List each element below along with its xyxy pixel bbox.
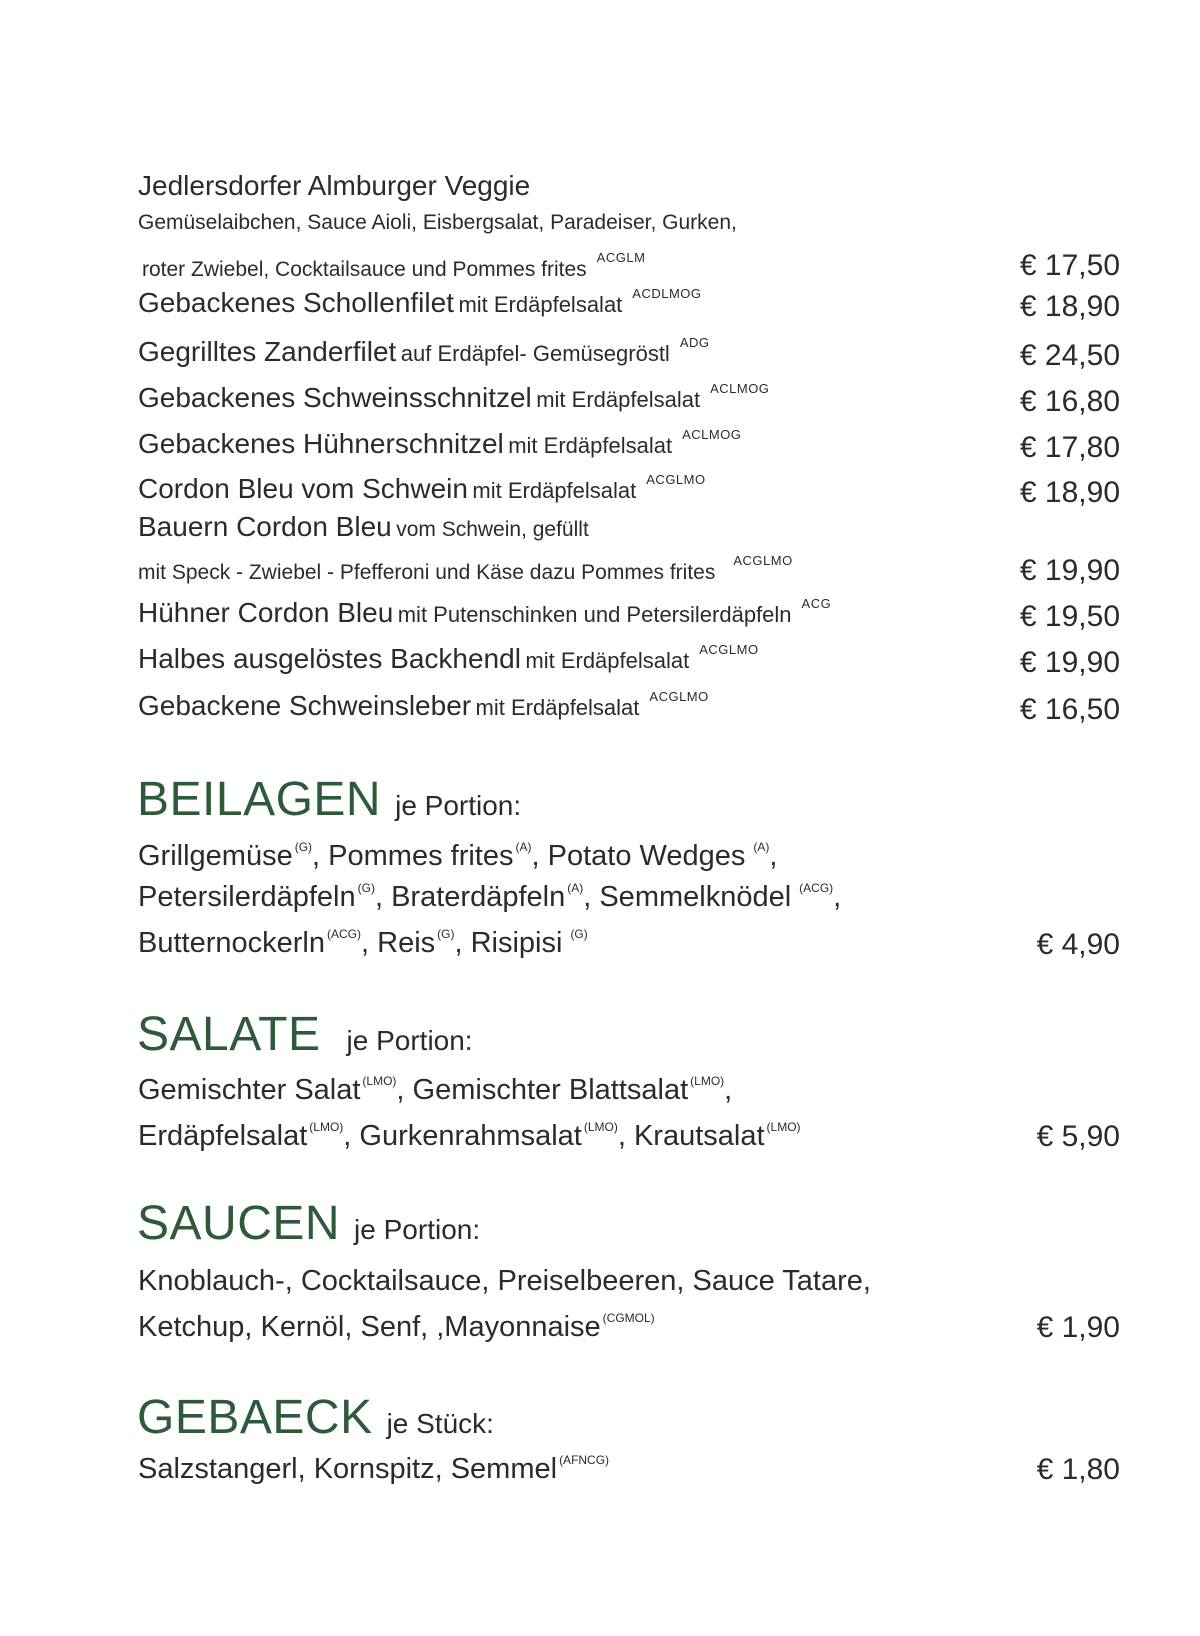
side-list-line [138,840,777,873]
allergen-codes: (AFNCG) [559,1453,610,1467]
section-title: SAUCEN [137,1197,341,1250]
dish-description: mit Erdäpfelsalat [536,387,701,412]
section-title: SALATE [137,1008,321,1061]
dish-price: € 17,80 [1019,431,1120,464]
allergen-codes: ACGLMO [646,472,706,487]
dish-description: mit Putenschinken und Petersilerdäpfeln [397,602,792,627]
dish-price: € 16,80 [1019,385,1120,418]
section-price: € 1,90 [1036,1311,1120,1344]
allergen-codes: ADG [679,335,710,350]
list-item: Gemischter Blattsalat $^{(LMO)}$, [412,1074,733,1106]
dish-price: € 19,90 [1019,646,1120,679]
section-unit: je Portion: [395,790,522,821]
dish-name: Hühner Cordon Bleu [138,597,394,628]
dish-description: roter Zwiebel, Cocktailsauce und Pommes frites$^{ACGLM}$ [142,250,646,281]
dish-name: Halbes ausgelöstes Backhendl [138,643,521,674]
list-item: Semmelknödel $^{(ACG)}$, [599,881,842,913]
dish-name: Gebackene Schweinsleber [138,690,472,721]
dish-price: € 18,90 [1019,290,1120,323]
dish-description: mit Erdäpfelsalat [525,648,690,673]
list-item: Krautsalat $^{(LMO)}$ [633,1120,801,1152]
allergen-codes: ACG [801,596,832,611]
section-unit: je Portion: [354,1214,481,1245]
dish-name: Gebackenes Schweinsschnitzel [138,382,532,413]
dish-description: mit Erdäpfelsalat [458,292,623,317]
side-list-line [138,1120,801,1153]
dish-price: € 16,50 [1019,693,1120,726]
section-title: BEILAGEN [137,773,382,826]
dish-description: auf Erdäpfel- Gemüsegröstl [400,341,670,366]
section-title: GEBAECK [137,1391,373,1444]
section-unit: je Portion: [346,1025,473,1056]
dish-description: mit Erdäpfelsalat [472,478,637,503]
list-item: Gemischter Salat $^{(LMO)}$, [138,1074,413,1106]
dish-name: Bauern Cordon Bleu [138,511,392,542]
dish-price: € 17,50 [1019,249,1120,282]
allergen-codes: ACGLM [596,250,646,265]
dish-name: Gebackenes Schollenfilet [138,287,454,318]
dish-description: mit Erdäpfelsalat [475,695,640,720]
section-price: € 5,90 [1036,1120,1120,1153]
list-item: Gurkenrahmsalat $^{(LMO)}$, [359,1120,634,1152]
list-item: Reis $^{(G)}$, [377,927,471,959]
side-list-line [138,1074,732,1107]
allergen-codes: ACLMOG [682,427,742,442]
dish-price: € 24,50 [1019,339,1120,372]
dish-price: € 19,90 [1019,554,1120,587]
side-list-line: Salzstangerl, Kornspitz, Semmel $^{(AFNCG)}$ [138,1453,610,1485]
list-item: Potato Wedges $^{(A)}$, [547,840,778,872]
dish-name: Jedlersdorfer Almburger Veggie [138,170,531,201]
section-unit: je Stück: [386,1408,494,1439]
dish-price: € 19,50 [1019,600,1120,633]
allergen-codes: ACGLMO [733,553,793,568]
dish-description: mit Speck - Zwiebel - Pfefferoni und Käse dazu Pommes frites$^{ACGLMO}$ [138,553,793,584]
dish-name: Gebackenes Hühnerschnitzel [138,428,504,459]
side-list-line [138,881,841,914]
dish-name: Cordon Bleu vom Schwein [138,473,468,504]
dish-name: Gegrilltes Zanderfilet [138,336,397,367]
allergen-codes: ACDLMOG [632,286,702,301]
allergen-codes: (CGMOL) [602,1311,655,1325]
side-list-line: Knoblauch-, Cocktailsauce, Preiselbeeren, Sauce Tatare, [138,1265,871,1297]
allergen-codes: ACGLMO [649,689,709,704]
dish-price: € 18,90 [1019,476,1120,509]
allergen-codes: ACLMOG [710,381,770,396]
side-list-line: Ketchup, Kernöl, Senf, ,Mayonnaise $^{(CGMOL)}$ [138,1311,655,1343]
dish-description: vom Schwein, gefüllt [396,518,589,541]
list-item: Grillgemüse $^{(G)}$, [138,840,329,872]
allergen-codes: ACGLMO [699,642,759,657]
dish-description: mit Erdäpfelsalat [508,433,673,458]
list-item: Risipisi $^{(G)}$ [470,927,588,959]
section-price: € 1,80 [1036,1453,1120,1486]
list-item: Petersilerdäpfeln $^{(G)}$, [138,881,392,913]
section-price: € 4,90 [1036,928,1120,961]
list-item: Braterdäpfeln $^{(A)}$, [391,881,600,913]
side-list-line [138,927,588,960]
list-item: Butternockerln $^{(ACG)}$, [138,927,378,959]
dish-description: Gemüselaibchen, Sauce Aioli, Eisbergsalat, Paradeiser, Gurken, [138,211,737,234]
list-item: Pommes frites $^{(A)}$, [328,840,548,872]
list-item: Erdäpfelsalat $^{(LMO)}$, [138,1120,360,1152]
